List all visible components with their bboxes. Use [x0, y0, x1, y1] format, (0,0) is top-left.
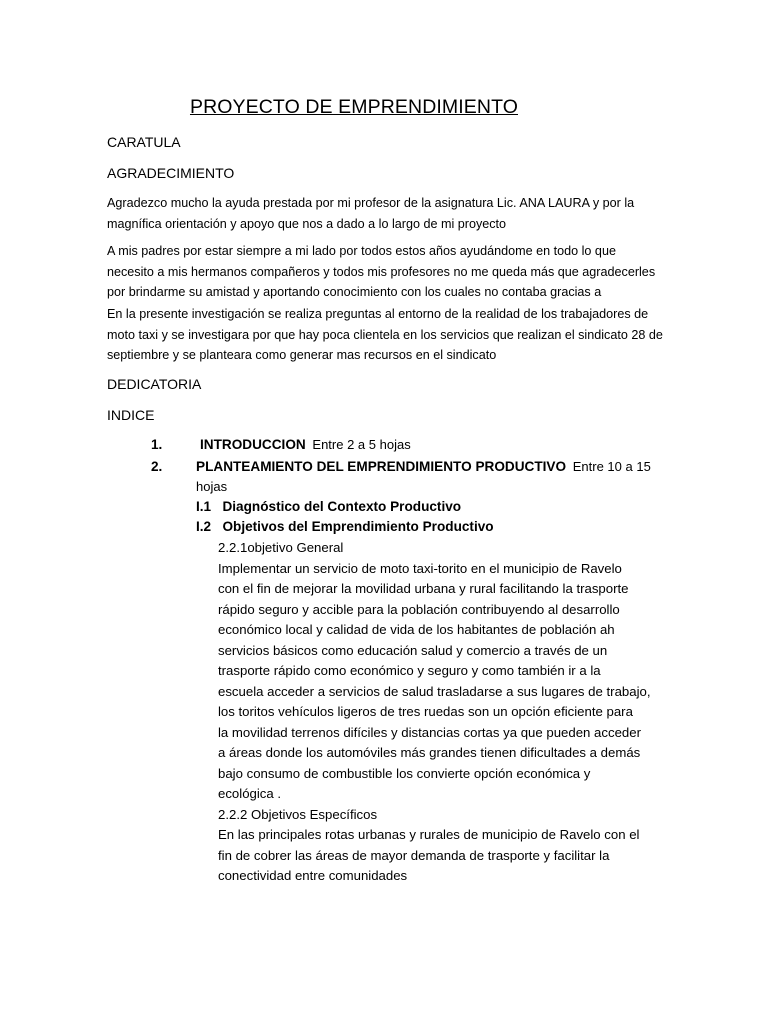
- paragraph-investigacion: [107, 304, 667, 366]
- toc-sub-item-label: I.1 Diagnóstico del Contexto Productivo: [196, 499, 462, 514]
- body-line: En las principales rotas urbanas y rurales de municipio de Ravelo con el: [218, 827, 640, 842]
- objetivo-general-label: 2.2.1objetivo General: [218, 540, 344, 555]
- paragraph-agradecimiento-2: [107, 241, 667, 303]
- body-line: bajo consumo de combustible los convierte opción económica y: [218, 765, 591, 781]
- toc-item-number: 1.: [151, 437, 163, 452]
- body-line: ecológica .: [218, 786, 282, 801]
- toc-item-title: PLANTEAMIENTO DEL EMPRENDIMIENTO PRODUCTIVO: [196, 459, 567, 474]
- body-line: los toritos vehículos ligeros de tres ruedas son un opción eficiente para: [218, 704, 633, 719]
- toc-item-note: Entre 2 a 5 hojas: [312, 437, 411, 452]
- body-line: fin de cobrer las áreas de mayor demanda de trasporte y facilitar la: [218, 847, 610, 863]
- paragraph-line: A mis padres por estar siempre a mi lado por todos estos años ayudándome en todo lo que: [107, 244, 616, 258]
- paragraph-line: por brindarme su amistad y aportando conocimiento con los cuales no contaba gracias a: [107, 285, 602, 299]
- body-line: servicios básicos como educación salud y comercio a través de un: [218, 642, 608, 658]
- objetivo-general-section: [218, 538, 651, 887]
- toc-sub-item-2: [196, 517, 494, 538]
- body-line: rápido seguro y accible para la población contribuyendo al desarrollo: [218, 601, 620, 617]
- page-title: PROYECTO DE EMPRENDIMIENTO: [189, 96, 518, 118]
- paragraph-agradecimiento-1: [107, 193, 667, 234]
- toc-item-2: [151, 457, 162, 478]
- paragraph-line: Agradezco mucho la ayuda prestada por mi profesor de la asignatura Lic. ANA LAURA y por la: [107, 196, 635, 210]
- heading-caratula: CARATULA: [107, 134, 181, 150]
- body-line: a áreas donde los automóviles más grandes tienen dificultades a demás: [218, 745, 641, 760]
- heading-indice: INDICE: [107, 407, 155, 423]
- toc-item-note-cont: hojas: [196, 479, 228, 494]
- toc-item-number: 2.: [151, 459, 163, 474]
- paragraph-line: moto taxi y se investigara por que hay poca clientela en los servicios que realizan el sindicato 28 de: [107, 327, 663, 342]
- body-line: con el fin de mejorar la movilidad urbana y rural facilitando la trasporte: [218, 581, 629, 596]
- paragraph-line: magnífica orientación y apoyo que nos a dado a lo largo de mi proyecto: [107, 216, 507, 231]
- toc-item-2-note-cont: [196, 477, 227, 498]
- body-line: trasporte rápido como económico y seguro y como también ir a la: [218, 663, 601, 678]
- heading-dedicatoria: DEDICATORIA: [107, 376, 202, 392]
- toc-sub-item-label: I.2 Objetivos del Emprendimiento Productivo: [196, 519, 494, 534]
- paragraph-line: septiembre y se planteara como generar mas recursos en el sindicato: [107, 348, 497, 362]
- body-line: escuela acceder a servicios de salud trasladarse a sus lugares de trabajo,: [218, 683, 651, 699]
- paragraph-line: En la presente investigación se realiza preguntas al entorno de la realidad de los trabajadores de: [107, 307, 649, 321]
- paragraph-line: necesito a mis hermanos compañeros y todos mis profesores no me queda más que agradecerles: [107, 264, 656, 279]
- toc-sub-item-1: [196, 497, 461, 518]
- body-line: la movilidad terrenos difíciles y distancias cortas ya que pueden acceder: [218, 724, 641, 740]
- heading-agradecimiento: AGRADECIMIENTO: [107, 165, 235, 181]
- toc-item-1: [151, 435, 162, 456]
- objetivos-especificos-label: 2.2.2 Objetivos Específicos: [218, 806, 378, 822]
- toc-item-1-text: [200, 435, 411, 456]
- toc-item-2-text: [196, 457, 651, 478]
- toc-item-title: INTRODUCCION: [200, 437, 306, 452]
- toc-item-note: Entre 10 a 15: [572, 459, 651, 474]
- body-line: económico local y calidad de vida de los habitantes de población ah: [218, 622, 615, 637]
- body-line: conectividad entre comunidades: [218, 868, 408, 883]
- body-line: Implementar un servicio de moto taxi-torito en el municipio de Ravelo: [218, 560, 622, 576]
